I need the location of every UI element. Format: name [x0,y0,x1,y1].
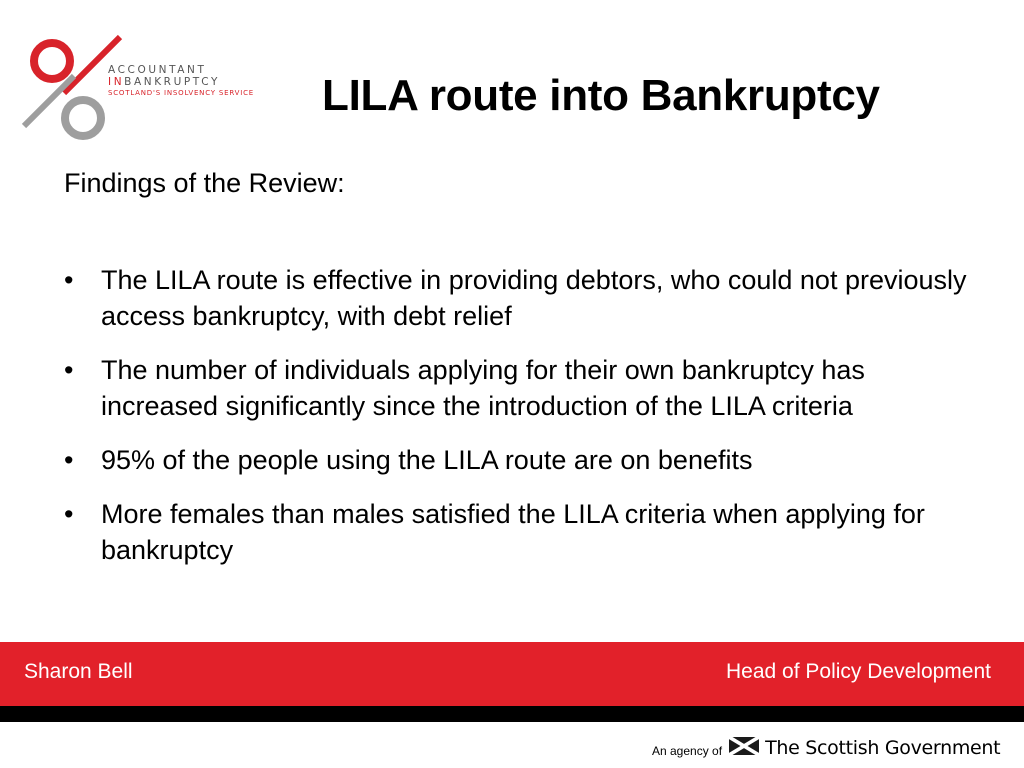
saltire-flag-icon [729,737,759,760]
logo-in-prefix: IN [108,76,125,88]
bullet-dot: • [64,499,74,529]
bullet-text: The LILA route is effective in providing debtors, who could not previously access bankruptcy, with debt relief [101,265,967,331]
presenter-role: Head of Policy Development [726,660,991,683]
bullet-text: 95% of the people using the LILA route are on benefits [101,445,753,475]
footer-strip [0,706,1024,722]
logo-line-in-bankruptcy [108,76,254,88]
slide-title: LILA route into Bankruptcy [322,71,880,120]
bullet-item [64,496,984,568]
bullet-dot: • [64,265,74,295]
logo-tagline: SCOTLAND'S INSOLVENCY SERVICE [108,89,254,97]
presenter-name: Sharon Bell [24,660,133,683]
logo-bankruptcy-word: BANKRUPTCY [124,76,220,88]
bullet-item [64,262,984,334]
logo-wordmark [108,64,254,99]
agency-attribution [652,736,1000,760]
agency-prefix: An agency of [652,743,723,758]
scottish-government-wordmark: The Scottish Government [765,737,1001,759]
bullet-dot: • [64,355,74,385]
logo-line-accountant: ACCOUNTANT [108,64,207,76]
bullet-text: More females than males satisfied the LILA criteria when applying for bankruptcy [101,499,925,565]
bullet-text: The number of individuals applying for their own bankruptcy has increased significantly since the introduction of the LILA criteria [101,355,865,421]
bullet-item [64,442,984,478]
bullet-dot: • [64,445,74,475]
slide-subheading: Findings of the Review: [64,168,345,198]
accountant-in-bankruptcy-logo [20,30,275,145]
findings-bullet-list [64,262,984,586]
bullet-item [64,352,984,424]
